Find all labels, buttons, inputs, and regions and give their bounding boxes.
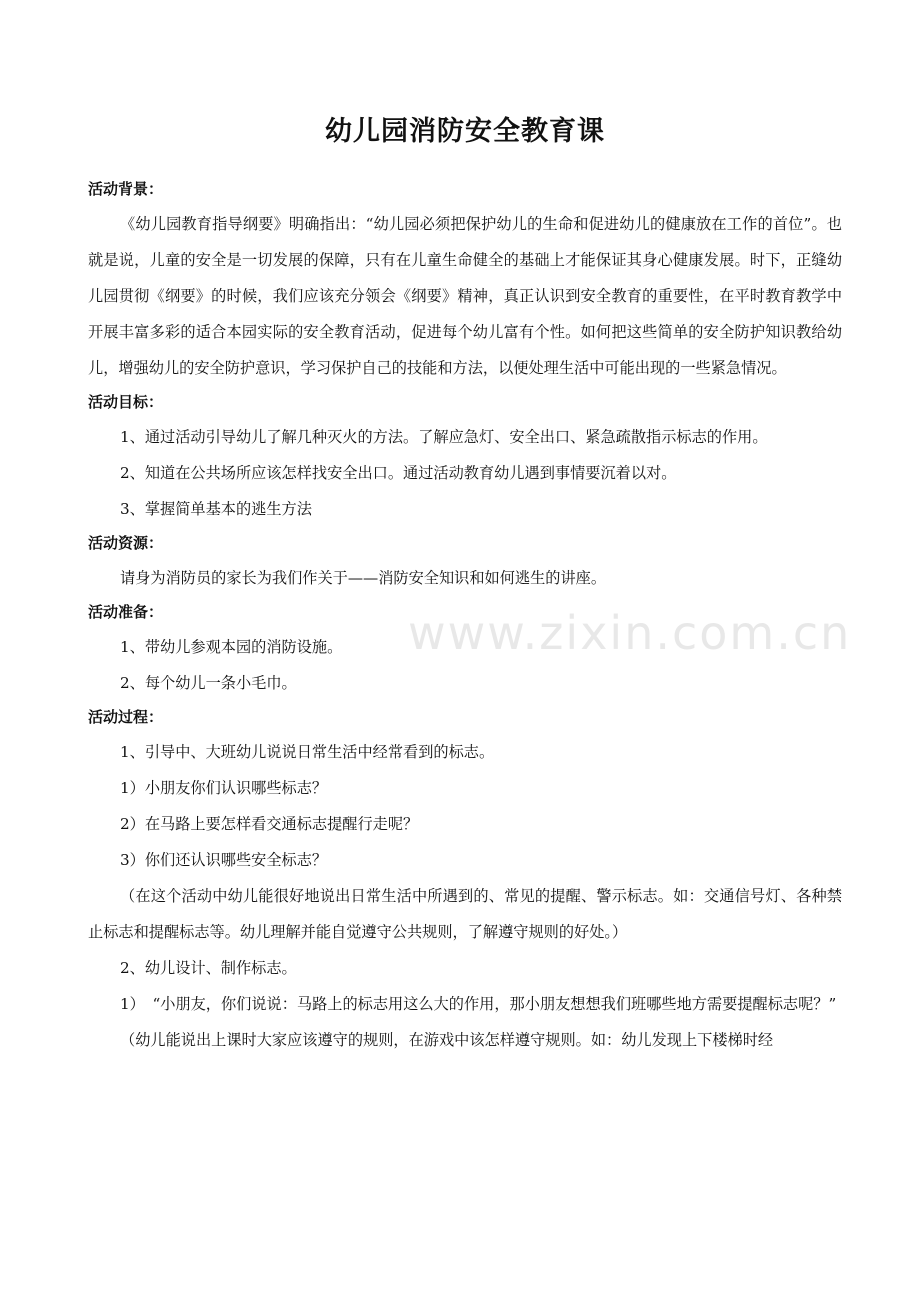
background-heading: 活动背景： — [88, 180, 164, 198]
process-question-1: 1）小朋友你们认识哪些标志？ — [120, 779, 328, 797]
preparation-heading: 活动准备： — [88, 603, 164, 621]
process-step-1: 1、引导中、大班幼儿说说日常生活中经常看到的标志。 — [120, 743, 495, 761]
process-step-2: 2、幼儿设计、制作标志。 — [120, 959, 297, 977]
goals-heading: 活动目标： — [88, 393, 164, 411]
page-title: 幼儿园消防安全教育课 — [325, 116, 605, 147]
process-note-1: （在这个活动中幼儿能很好地说出日常生活中所遇到的、常见的提醒、警示标志。如：交通信号灯、各种禁止标志和提醒标志等。幼儿理解并能自觉遵守公共规则，了解遵守规则的好处。） — [88, 887, 842, 941]
process-step-2-question: 1） “小朋友，你们说说：马路上的标志用这么大的作用，那小朋友想想我们班哪些地方需要提醒标志呢？” — [120, 995, 837, 1013]
process-heading: 活动过程： — [88, 708, 164, 726]
preparation-item: 1、带幼儿参观本园的消防设施。 — [120, 638, 343, 656]
process-note-2: （幼儿能说出上课时大家应该遵守的规则，在游戏中该怎样遵守规则。如：幼儿发现上下楼梯时经 — [120, 1031, 774, 1049]
preparation-item: 2、每个幼儿一条小毛巾。 — [120, 674, 297, 692]
resources-heading: 活动资源： — [88, 534, 164, 552]
background-paragraph: 《幼儿园教育指导纲要》明确指出：“幼儿园必须把保护幼儿的生命和促进幼儿的健康放在工作的首位”。也就是说，儿童的安全是一切发展的保障，只有在儿童生命健全的基础上才能保证其身心健康发展。时下，正缝幼儿园贯彻《纲要》的时候，我们应该充分领会《纲要》精神，真正认识到安全教育的重要性，在平时教育教学中开展丰富多彩的适合本园实际的安全教育活动，促进每个幼儿富有个性。如何把这些简单的安全防护知识教给幼儿，增强幼儿的安全防护意识，学习保护自己的技能和方法，以便处理生活中可能出现的一些紧急情况。 — [88, 215, 842, 377]
goal-item: 2、知道在公共场所应该怎样找安全出口。通过活动教育幼儿遇到事情要沉着以对。 — [120, 464, 677, 482]
goal-item: 1、通过活动引导幼儿了解几种灭火的方法。了解应急灯、安全出口、紧急疏散指示标志的作用。 — [120, 428, 768, 446]
process-question-3: 3）你们还认识哪些安全标志？ — [120, 851, 328, 869]
process-question-2: 2）在马路上要怎样看交通标志提醒行走呢？ — [120, 815, 419, 833]
goal-item: 3、掌握简单基本的逃生方法 — [120, 500, 312, 518]
watermark: www.zixin.com.cn — [408, 606, 852, 660]
resources-text: 请身为消防员的家长为我们作关于——消防安全知识和如何逃生的讲座。 — [120, 569, 606, 587]
